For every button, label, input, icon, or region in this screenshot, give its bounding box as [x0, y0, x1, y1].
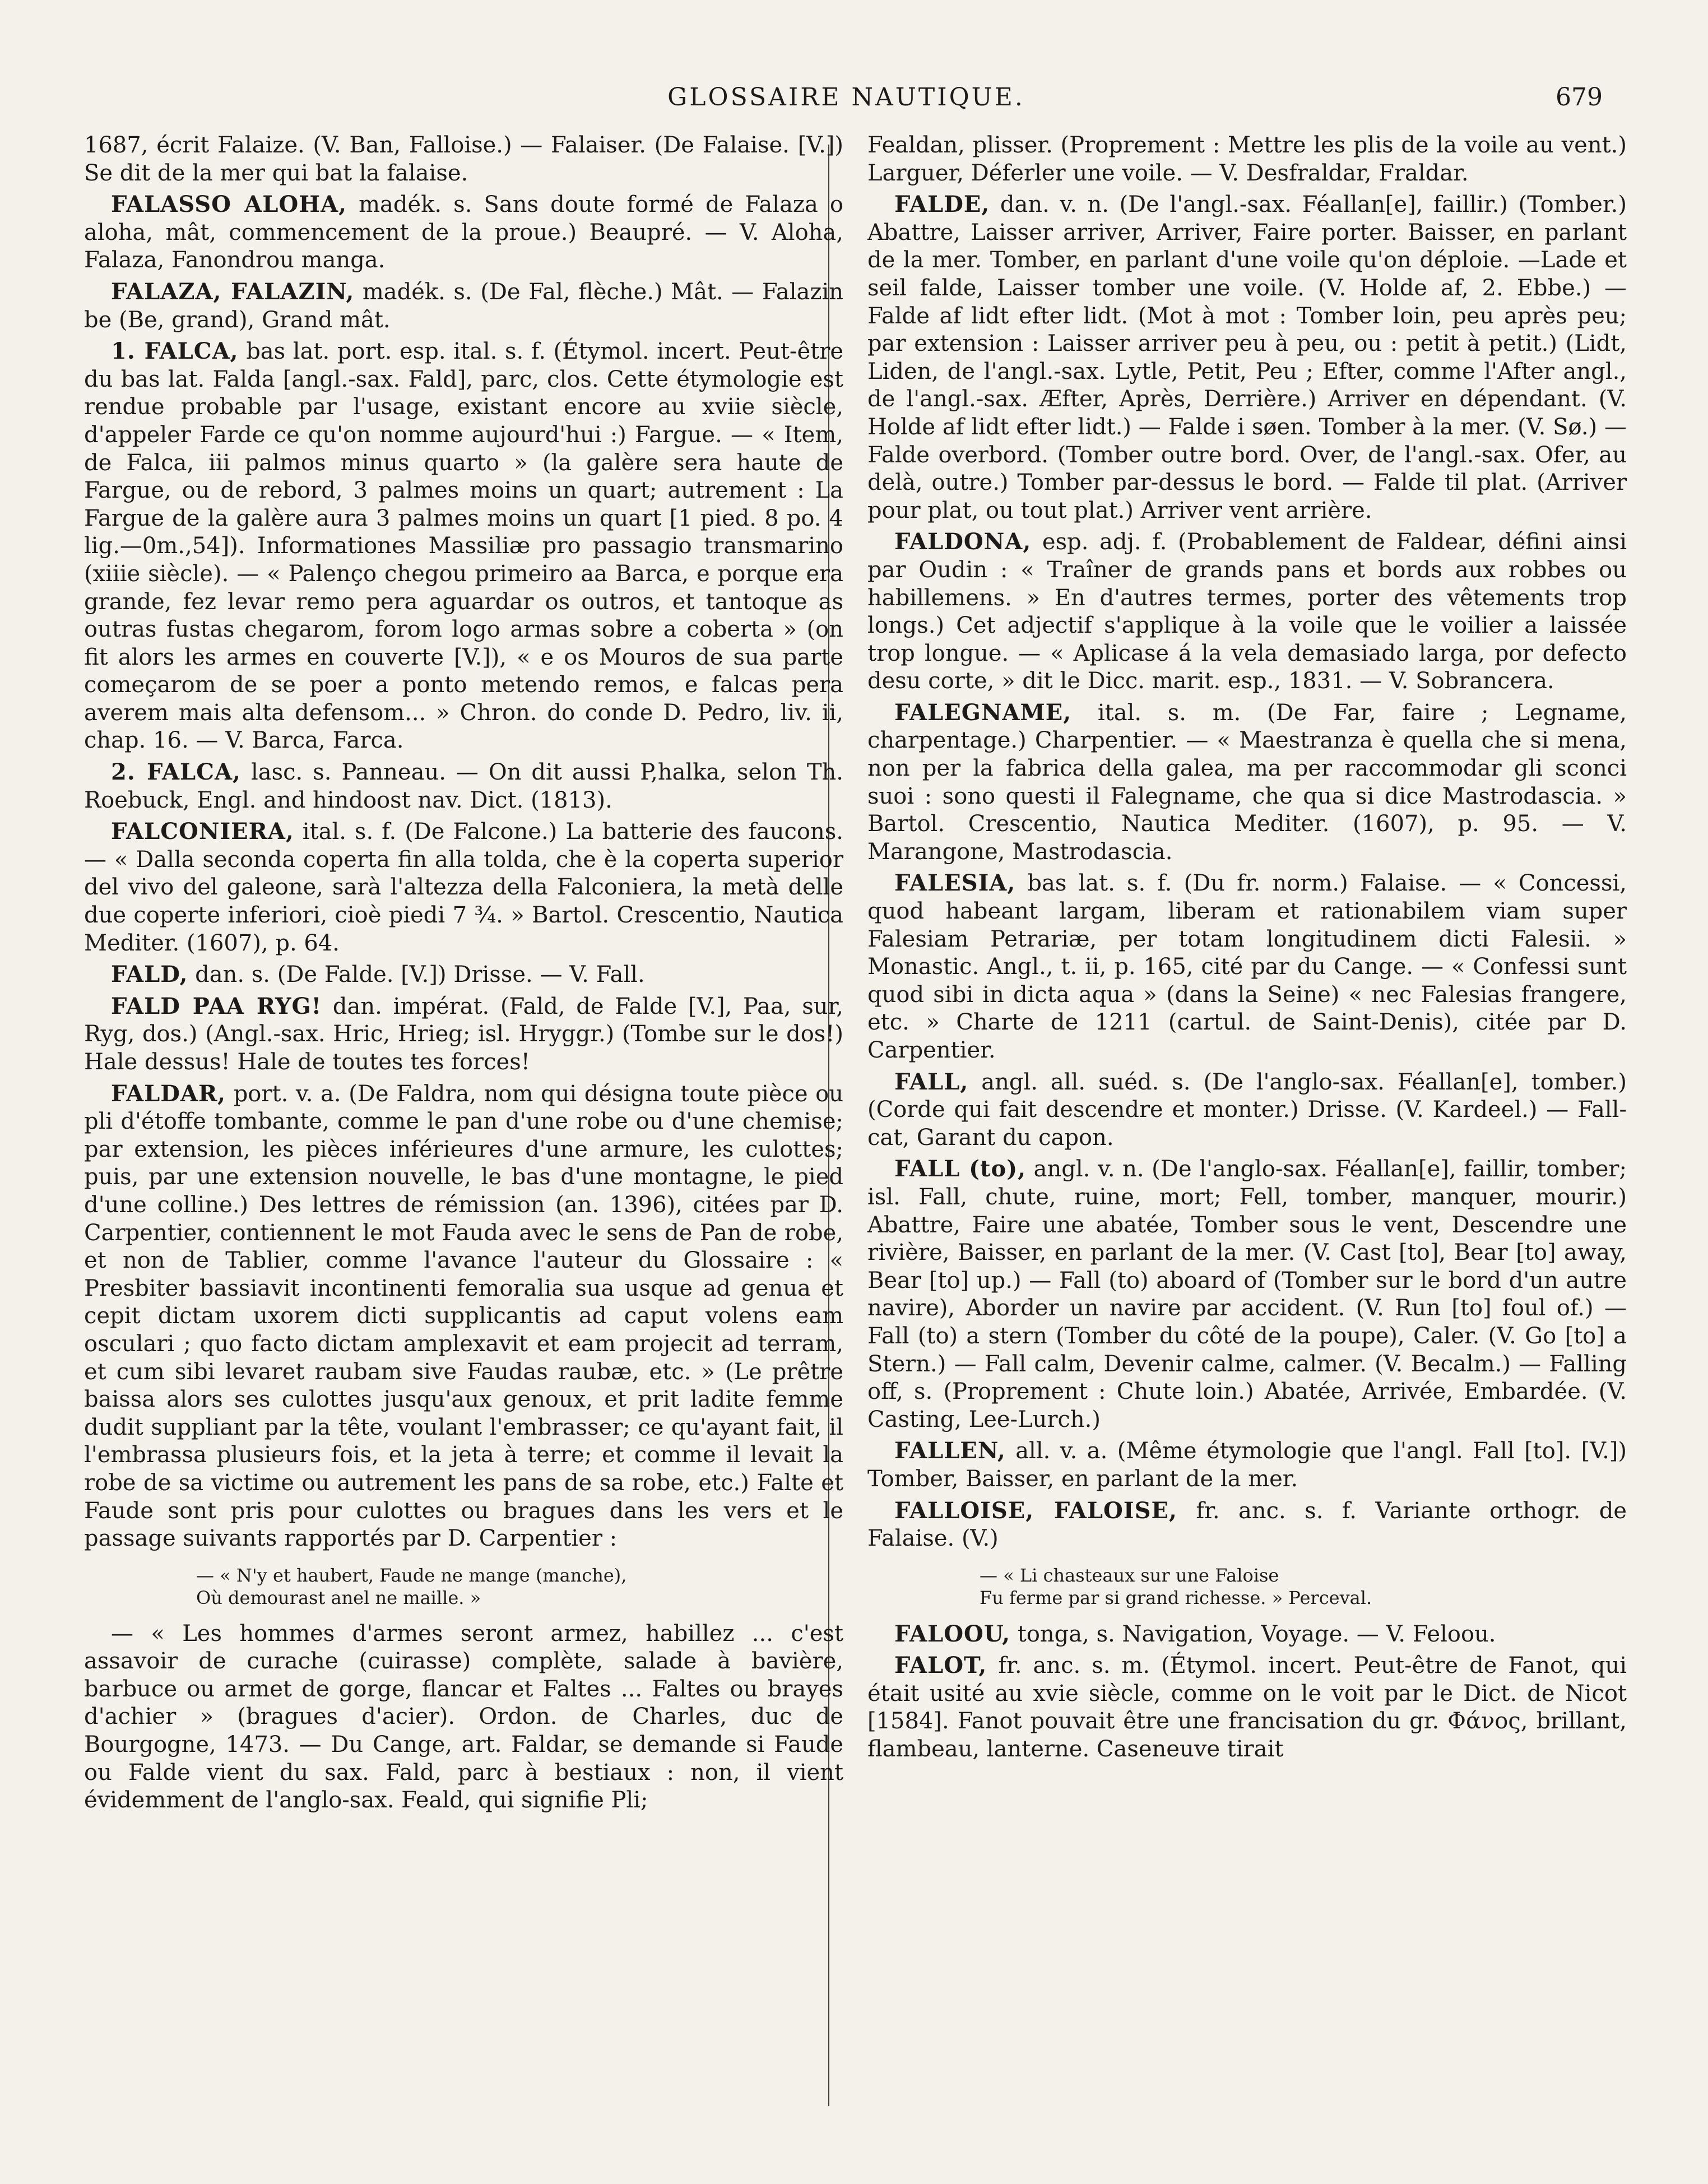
entry-text: ital. s. f. (De Falcone.) La batterie des faucons. — « Dalla seconda coperta fin alla tolda, che è la coperta superior del vivo del galeone, sarà l'altezza della Falconiera, la metà delle due coperte inferiori, cioè piedi 7 ¾. » Bartol. Crescentio, Nautica Mediter. (1607), p. 64.: [84, 819, 843, 956]
entry-falconiera: [84, 818, 843, 957]
verse-quote: [980, 1564, 1627, 1609]
entry-faldona: [867, 528, 1627, 695]
entry-headword: FALASSO ALOHA,: [111, 191, 347, 218]
entry-text: bas lat. port. esp. ital. s. f. (Étymol. incert. Peut-être du bas lat. Falda [angl.-sax. Fald], parc, clos. Cette étymologie est rendue probable par l'usage, existant encore au xviie siècle, d'appeler Farde ce qu'on nomme aujourd'hui :) Fargue. — « Item, de Falca, iii palmos minus quarto » (la galère sera haute de Fargue, ou de rebord, 3 palmes moins un quart; autrement : La Fargue de la galère aura 3 palmes moins un quart [1 pied. 8 po. 4 lig.—0m.,54]). Informationes Massiliæ pro passagio transmarino (xiiie siècle). — « Palenço chegou primeiro aa Barca, e porque era grande, fez levar remo pera aguardar os outros, et tantoque as outras fustas chegarom, forom logo armas sobre a coberta » (on fit alors les armes en couverte [V.]), « e os Mouros de sua parte começarom de se poer a ponto metendo remos, e falcas pera averem mais alta defensom... » Chron. do conde D. Pedro, liv. ii, chap. 16. — V. Barca, Farca.: [84, 339, 843, 754]
entry-falca-1: [84, 337, 843, 755]
entry-headword: FALL (to),: [894, 1156, 1027, 1183]
verse-quote: [196, 1564, 843, 1609]
entry-text: fr. anc. s. m. (Étymol. incert. Peut-être de Fanot, qui était usité au xvie siècle, comme on le voit par le Dict. de Nicot [1584]. Fanot pouvait être une francisation du gr. Φάνος, brillant, flambeau, lanterne. Caseneuve tirait: [867, 1653, 1627, 1763]
entry-text: bas lat. s. f. (Du fr. norm.) Falaise. — « Concessi, quod habeant largam, liberam et rationabilem viam super Falesiam Petrariæ, per totam longitudinem dicti Falesii. » Monastic. Angl., t. ii, p. 165, cité par du Cange. — « Confessi sunt quod sibi in dicta aqua » (dans la Seine) « nec Falesias frangere, etc. » Charte de 1211 (cartul. de Saint-Denis), citée par D. Carpentier.: [867, 870, 1627, 1063]
entry-fall-to: [867, 1155, 1627, 1434]
entry-headword: 1. FALCA,: [111, 338, 239, 365]
entry-falaise-continued: [84, 132, 843, 187]
entry-headword: FALDAR,: [111, 1080, 226, 1107]
entry-text: dan. s. (De Falde. [V.]) Drisse. — V. Fall.: [188, 962, 645, 988]
entry-text: angl. all. suéd. s. (De l'anglo-sax. Féallan[e], tomber.) (Corde qui fait descendre et monter.) Drisse. (V. Kardeel.) — Fall-cat, Garant du capon.: [867, 1069, 1627, 1151]
page-number: 679: [1556, 83, 1603, 112]
entry-falot: [867, 1652, 1627, 1763]
entry-headword: FALAZA, FALAZIN,: [111, 278, 355, 305]
entry-text: dan. impérat. (Fald, de Falde [V.], Paa, sur, Ryg, dos.) (Angl.-sax. Hric, Hrieg; isl. Hryggr.) (Tombe sur le dos!) Hale dessus! Hale de toutes tes forces!: [84, 993, 843, 1075]
verse-line: Fu ferme par si grand richesse. » Perceval.: [980, 1587, 1372, 1608]
entry-headword: FALDONA,: [894, 528, 1032, 555]
entry-text: madék. s. Sans doute formé de Falaza o aloha, mât, commencement de la proue.) Beaupré. — V. Aloha, Falaza, Fanondrou manga.: [84, 192, 843, 273]
entry-headword: FALL,: [894, 1068, 969, 1095]
entry-falca-2: [84, 758, 843, 814]
entry-faldar-end: [867, 132, 1627, 187]
entry-faldar: [84, 1080, 843, 1553]
running-header: [90, 83, 1603, 122]
entry-headword: FALDE,: [894, 191, 990, 218]
entry-text: 1687, écrit Falaize. (V. Ban, Falloise.) — Falaiser. (De Falaise. [V.]) Se dit de la mer qui bat la falaise.: [84, 132, 843, 186]
entry-text: dan. v. n. (De l'angl.-sax. Féallan[e], faillir.) (Tomber.) Abattre, Laisser arriver, Arriver, Faire porter. Baisser, en parlant de la mer. Tomber, en parlant d'une voile qu'on déploie. —Lade et seil falde, Laisser tomber une voile. (V. Holde af, 2. Ebbe.) — Falde af lidt efter lidt. (Mot à mot : Tomber loin, peu après peu; par extension : Laisser arriver peu à peu, ou : petit à petit.) (Lidt, Liden, de l'angl.-sax. Lytle, Petit, Peu ; Efter, comme l'After angl., de l'angl.-sax. Æfter, Après, Derrière.) Arriver en dépendant. (V. Holde af lidt efter lidt.) — Falde i søen. Tomber à la mer. (V. Sø.) — Falde overbord. (Tomber outre bord. Over, de l'angl.-sax. Ofer, au delà, outre.) Tomber par-dessus le bord. — Falde til plat. (Arriver pour plat, ou tout plat.) Arriver vent arrière.: [867, 192, 1627, 523]
entry-falesia: [867, 869, 1627, 1064]
entry-text: all. v. a. (Même étymologie que l'angl. Fall [to]. [V.]) Tomber, Baisser, en parlant de la mer.: [867, 1438, 1627, 1492]
verse-line: Où demourast anel ne maille. »: [196, 1587, 481, 1608]
entry-headword: FALLEN,: [894, 1438, 1006, 1464]
entry-text: fr. anc. s. f. Variante orthogr. de Falaise. (V.): [867, 1497, 1627, 1552]
entry-falasso-aloha: [84, 191, 843, 275]
entry-headword: FALEGNAME,: [894, 699, 1072, 726]
entry-text: — « Les hommes d'armes seront armez, habillez ... c'est assavoir de curache (cuirasse) complète, salade à bavière, barbuce ou armet de gorge, flancar et Faltes ... Faltes ou brayes d'achier » (bragues d'acier). Ordon. de Charles, duc de Bourgogne, 1473. — Du Cange, art. Faldar, se demande si Faude ou Falde vient du sax. Fald, parc à bestiaux : non, il vient évidemment de l'anglo-sax. Feald, qui signifie Pli;: [84, 1620, 843, 1814]
entry-text: lasc. s. Panneau. — On dit aussi P,halka, selon Th. Roebuck, Engl. and hindoost nav. Dict. (1813).: [84, 759, 843, 813]
entry-headword: FALESIA,: [894, 870, 1016, 897]
entry-headword: FALCONIERA,: [111, 818, 294, 845]
entry-text: port. v. a. (De Faldra, nom qui désigna toute pièce ou pli d'étoffe tombante, comme le pan d'une robe ou d'une chemise; par extension, les pièces inférieures d'une armure, les culottes; puis, par une extension nouvelle, le bas d'une montagne, le pied d'une colline.) Des lettres de rémission (an. 1396), citées par D. Carpentier, contiennent le mot Fauda avec le sens de Pan de robe, et non de Tablier, comme l'avance l'auteur du Glossaire : « Presbiter bassiavit incontinenti femoralia sua usque ad genua et cepit dictam uxorem dicti supplicantis ad caput volens eam osculari ; quo facto dictam amplexavit et eam projecit ad terram, et cum sibi levaret raubam sive Faudas raubæ, etc. » (Le prêtre baissa alors ses culottes jusqu'aux genoux, et prit ladite femme dudit suppliant par la tête, voulant l'embrasser; ce qu'ayant fait, il l'embrassa plusieurs fois, et la jeta à terre; et comme il levait la robe de sa victime ou autrement les pans de sa robe, etc.) Falte et Faude sont pris pour culottes ou bragues dans les vers et le passage suivants rapportés par D. Carpentier :: [84, 1081, 843, 1552]
entry-falaza: [84, 278, 843, 334]
entry-text: Fealdan, plisser. (Proprement : Mettre les plis de la voile au vent.) Larguer, Déferler une voile. — V. Desfraldar, Fraldar.: [867, 132, 1627, 186]
entry-headword: FALD PAA RYG!: [111, 993, 322, 1019]
entry-fall-noun: [867, 1068, 1627, 1152]
left-column: [84, 132, 843, 1818]
verse-line: — « N'y et haubert, Faude ne mange (manche),: [196, 1564, 627, 1586]
page-title: GLOSSAIRE NAUTIQUE.: [667, 83, 1025, 112]
entry-text: tonga, s. Navigation, Voyage. — V. Feloou.: [1010, 1621, 1496, 1647]
entry-headword: 2. FALCA,: [111, 759, 241, 786]
entry-text: madék. s. (De Fal, flèche.) Mât. — Falazin be (Be, grand), Grand mât.: [84, 279, 843, 333]
entry-headword: FALLOISE, FALOISE,: [894, 1497, 1177, 1524]
entry-text: ital. s. m. (De Far, faire ; Legname, charpentage.) Charpentier. — « Maestranza è quella che si mena, non per la fabrica della galea, ma per raccommodar gli sconci suoi : sono questi il Falegname, che qua si dice Mastrodascia. » Bartol. Crescentio, Nautica Mediter. (1607), p. 95. — V. Marangone, Mastrodascia.: [867, 699, 1627, 865]
entry-falde: [867, 191, 1627, 525]
entry-fallen: [867, 1437, 1627, 1493]
entry-falegname: [867, 699, 1627, 866]
entry-fald-paa-ryg: [84, 993, 843, 1077]
entry-headword: FALOOU,: [894, 1620, 1011, 1647]
entry-fald: [84, 961, 843, 989]
entry-faloou: [867, 1620, 1627, 1649]
right-column: [867, 132, 1627, 1767]
entry-headword: FALD,: [111, 961, 188, 988]
entry-text: angl. v. n. (De l'anglo-sax. Féallan[e], faillir, tomber; isl. Fall, chute, ruine, mort; Fell, tomber, manquer, mourir.) Abattre, Faire une abatée, Tomber sous le vent, Descendre une rivière, Baisser, en parlant de la mer. (V. Cast [to], Bear [to] away, Bear [to] up.) — Fall (to) aboard of (Tomber sur le bord d'un autre navire), Aborder un navire par accident. (V. Run [to] foul of.) — Fall (to) a stern (Tomber du côté de la poupe), Caler. (V. Go [to] a Stern.) — Fall calm, Devenir calme, calmer. (V. Becalm.) — Falling off, s. (Proprement : Chute loin.) Abatée, Arrivée, Embardée. (V. Casting, Lee-Lurch.): [867, 1156, 1627, 1432]
entry-headword: FALOT,: [894, 1652, 987, 1679]
verse-line: — « Li chasteaux sur une Faloise: [980, 1564, 1279, 1586]
entry-text: esp. adj. f. (Probablement de Faldear, défini ainsi par Oudin : « Traîner de grands pans et bords aux robbes ou habillemens. » En d'autres termes, porter des vêtements trop longs.) Cet adjectif s'applique à la voile que le voilier a laissée trop longue. — « Aplicase á la vela demasiado larga, por defecto desu corte, » dit le Dicc. marit. esp., 1831. — V. Sobrancera.: [867, 529, 1627, 694]
entry-falloise: [867, 1497, 1627, 1553]
entry-faldar-continued: [84, 1620, 843, 1815]
